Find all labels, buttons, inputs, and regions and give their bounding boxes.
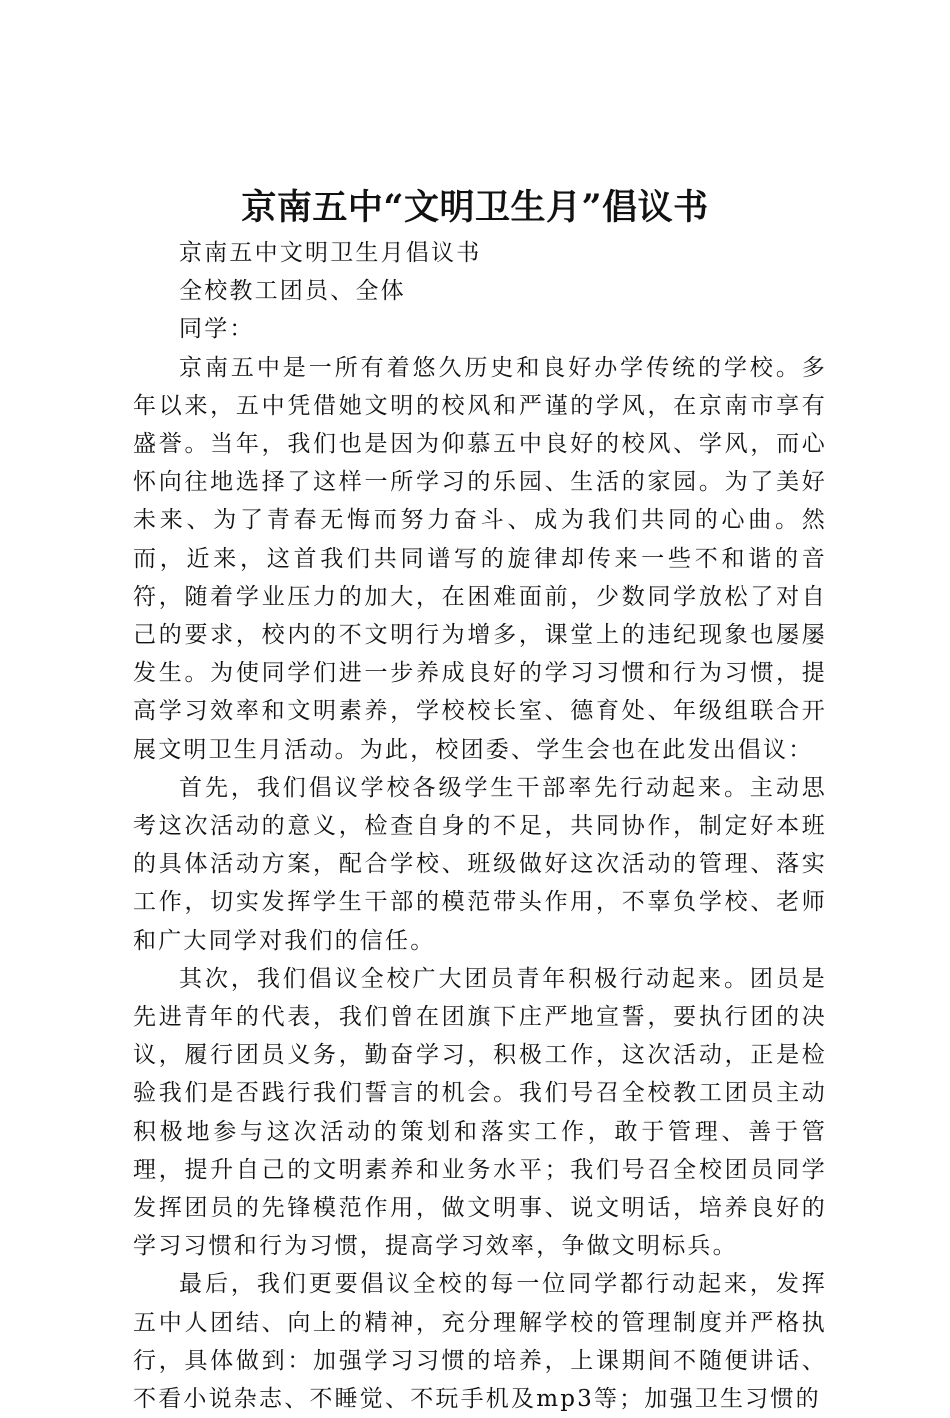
addressee-line: 全校教工团员、全体	[179, 278, 406, 305]
intro-paragraph: 京南五中是一所有着悠久历史和良好办学传统的学校。多年以来，五中凭借她文明的校风和严谨的学风，在京南市享有盛誉。当年，我们也是因为仰慕五中良好的校风、学风，而心怀向往地选择了这样一所学习的乐园、生活的家园。为了美好未来、为了青春无悔而努力奋斗、成为我们共同的心曲。然而，近来，这首我们共同谱写的旋律却传来一些不和谐的音符，随着学业压力的加大，在困难面前，少数同学放松了对自己的要求，校内的不文明行为增多，课堂上的违纪现象也屡屡发生。为使同学们进一步养成良好的学习习惯和行为习惯，提高学习效率和文明素养，学校校长室、德育处、年级组联合开展文明卫生月活动。为此，校团委、学生会也在此发出倡议：	[133, 354, 827, 763]
document-title: 京南五中“文明卫生月”倡议书	[241, 187, 709, 228]
first-proposal-paragraph: 首先，我们倡议学校各级学生干部率先行动起来。主动思考这次活动的意义，检查自身的不足，共同协作，制定好本班的具体活动方案，配合学校、班级做好这次活动的管理、落实工作，切实发挥学生干部的模范带头作用，不辜负学校、老师和广大同学对我们的信任。	[133, 774, 827, 954]
second-proposal-paragraph: 其次，我们倡议全校广大团员青年积极行动起来。团员是先进青年的代表，我们曾在团旗下庄严地宣誓，要执行团的决议，履行团员义务，勤奋学习，积极工作，这次活动，正是检验我们是否践行我们誓言的机会。我们号召全校教工团员主动积极地参与这次活动的策划和落实工作，敢于管理、善于管理，提升自己的文明素养和业务水平；我们号召全校团员同学发挥团员的先锋模范作用，做文明事、说文明话，培养良好的学习习惯和行为习惯，提高学习效率，争做文明标兵。	[133, 965, 827, 1260]
document-body	[133, 234, 827, 1418]
final-proposal-paragraph: 最后，我们更要倡议全校的每一位同学都行动起来，发挥五中人团结、向上的精神，充分理解学校的管理制度并严格执行，具体做到：加强学习习惯的培养，上课期间不随便讲话、不看小说杂志、不睡觉、不玩手机及mp3等；加强卫生习惯的	[133, 1271, 827, 1413]
salutation-line: 同学：	[179, 316, 255, 343]
subtitle-line: 京南五中文明卫生月倡议书	[179, 240, 482, 266]
